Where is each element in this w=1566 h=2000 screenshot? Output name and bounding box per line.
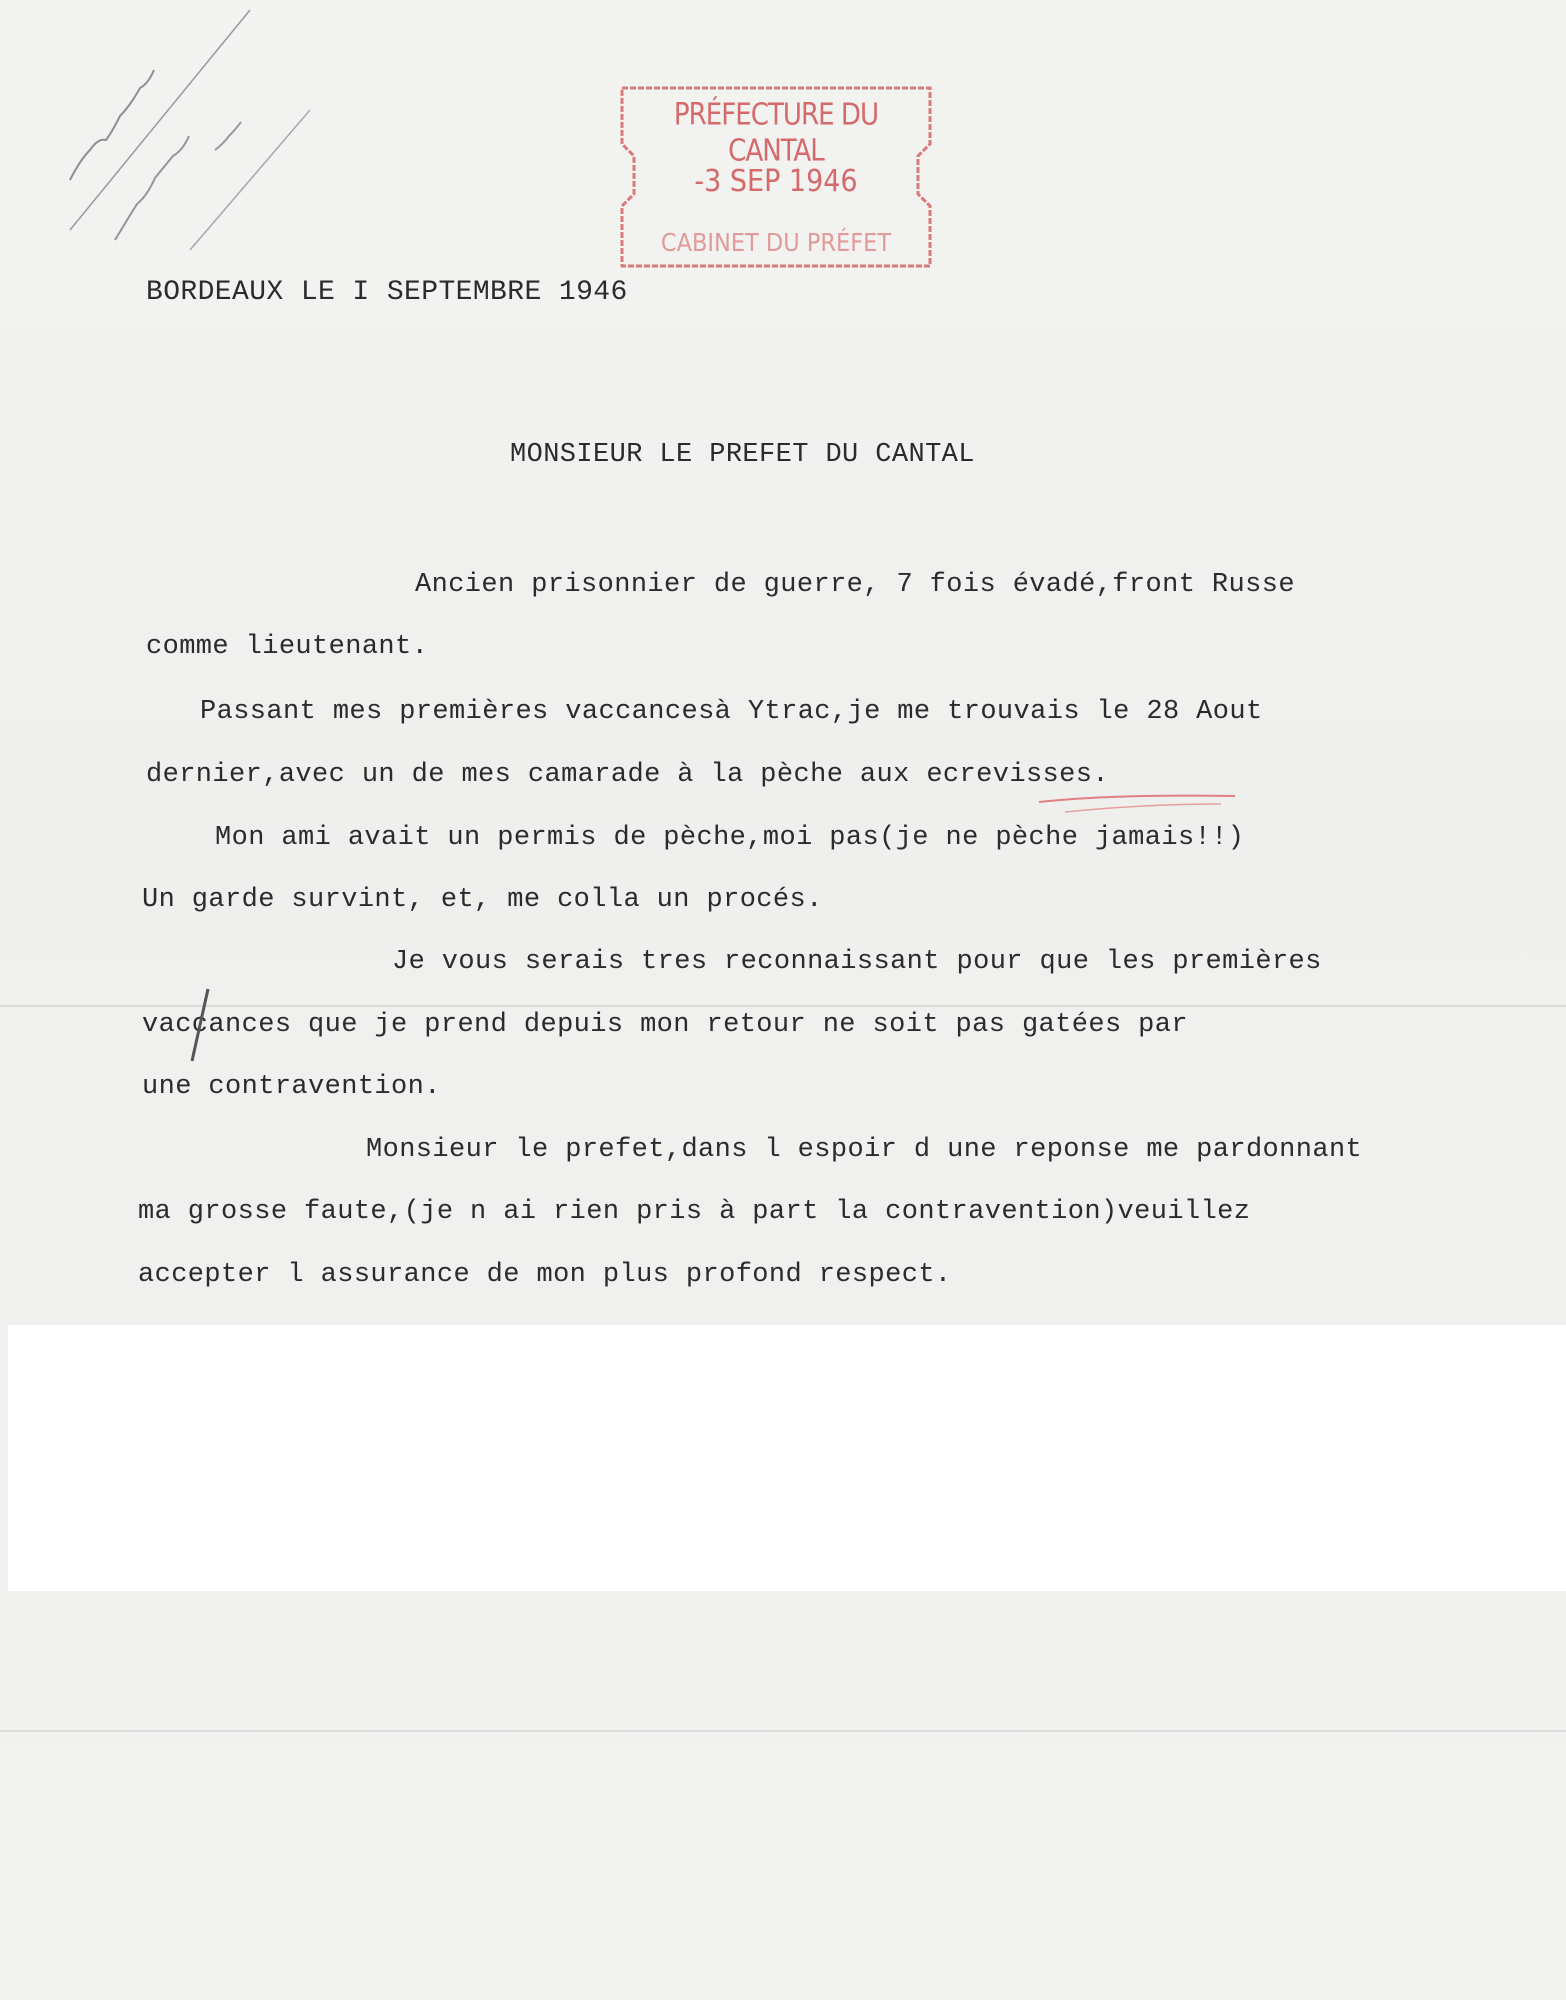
paper-fold-line <box>0 1730 1566 1732</box>
red-pen-underline <box>1035 790 1245 820</box>
paper-fold-line <box>0 1005 1566 1007</box>
letter-line: une contravention. <box>142 1072 441 1102</box>
stamp-date: -3 SEP 1946 <box>694 164 858 199</box>
letter-line: Mon ami avait un permis de pèche,moi pas(je ne pèche jamais!!) <box>215 823 1245 853</box>
letter-line: Un garde survint, et, me colla un procés. <box>142 885 823 915</box>
stamp-prefecture-text: PRÉFECTURE DU CANTAL <box>673 96 879 168</box>
stamp-cabinet-text: CABINET DU PRÉFET <box>660 228 892 257</box>
letter-line: Monsieur le prefet,dans l espoir d une reponse me pardonnant <box>366 1135 1363 1165</box>
letter-line: Ancien prisonnier de guerre, 7 fois évadé,front Russe <box>415 570 1295 600</box>
letter-line: Passant mes premières vaccancesà Ytrac,je me trouvais le 28 Aout <box>200 697 1263 727</box>
letter-addressee: MONSIEUR LE PREFET DU CANTAL <box>510 440 975 470</box>
letter-line: Je vous serais tres reconnaissant pour que les premières <box>392 947 1322 977</box>
pencil-annotation-scribble <box>40 0 330 260</box>
prefecture-stamp <box>618 84 934 270</box>
letter-line: ma grosse faute,(je n ai rien pris à part la contravention)veuillez <box>138 1197 1251 1227</box>
letter-date-line: BORDEAUX LE I SEPTEMBRE 1946 <box>146 277 628 308</box>
letter-line: vaccances que je prend depuis mon retour ne soit pas gatées par <box>142 1010 1188 1040</box>
pencil-correction-mark <box>180 985 220 1065</box>
letter-line: comme lieutenant. <box>146 632 429 662</box>
letter-line: accepter l assurance de mon plus profond respect. <box>138 1260 952 1290</box>
letter-line: dernier,avec un de mes camarade à la pèche aux ecrevisses. <box>146 760 1109 790</box>
blank-white-band <box>8 1325 1566 1591</box>
